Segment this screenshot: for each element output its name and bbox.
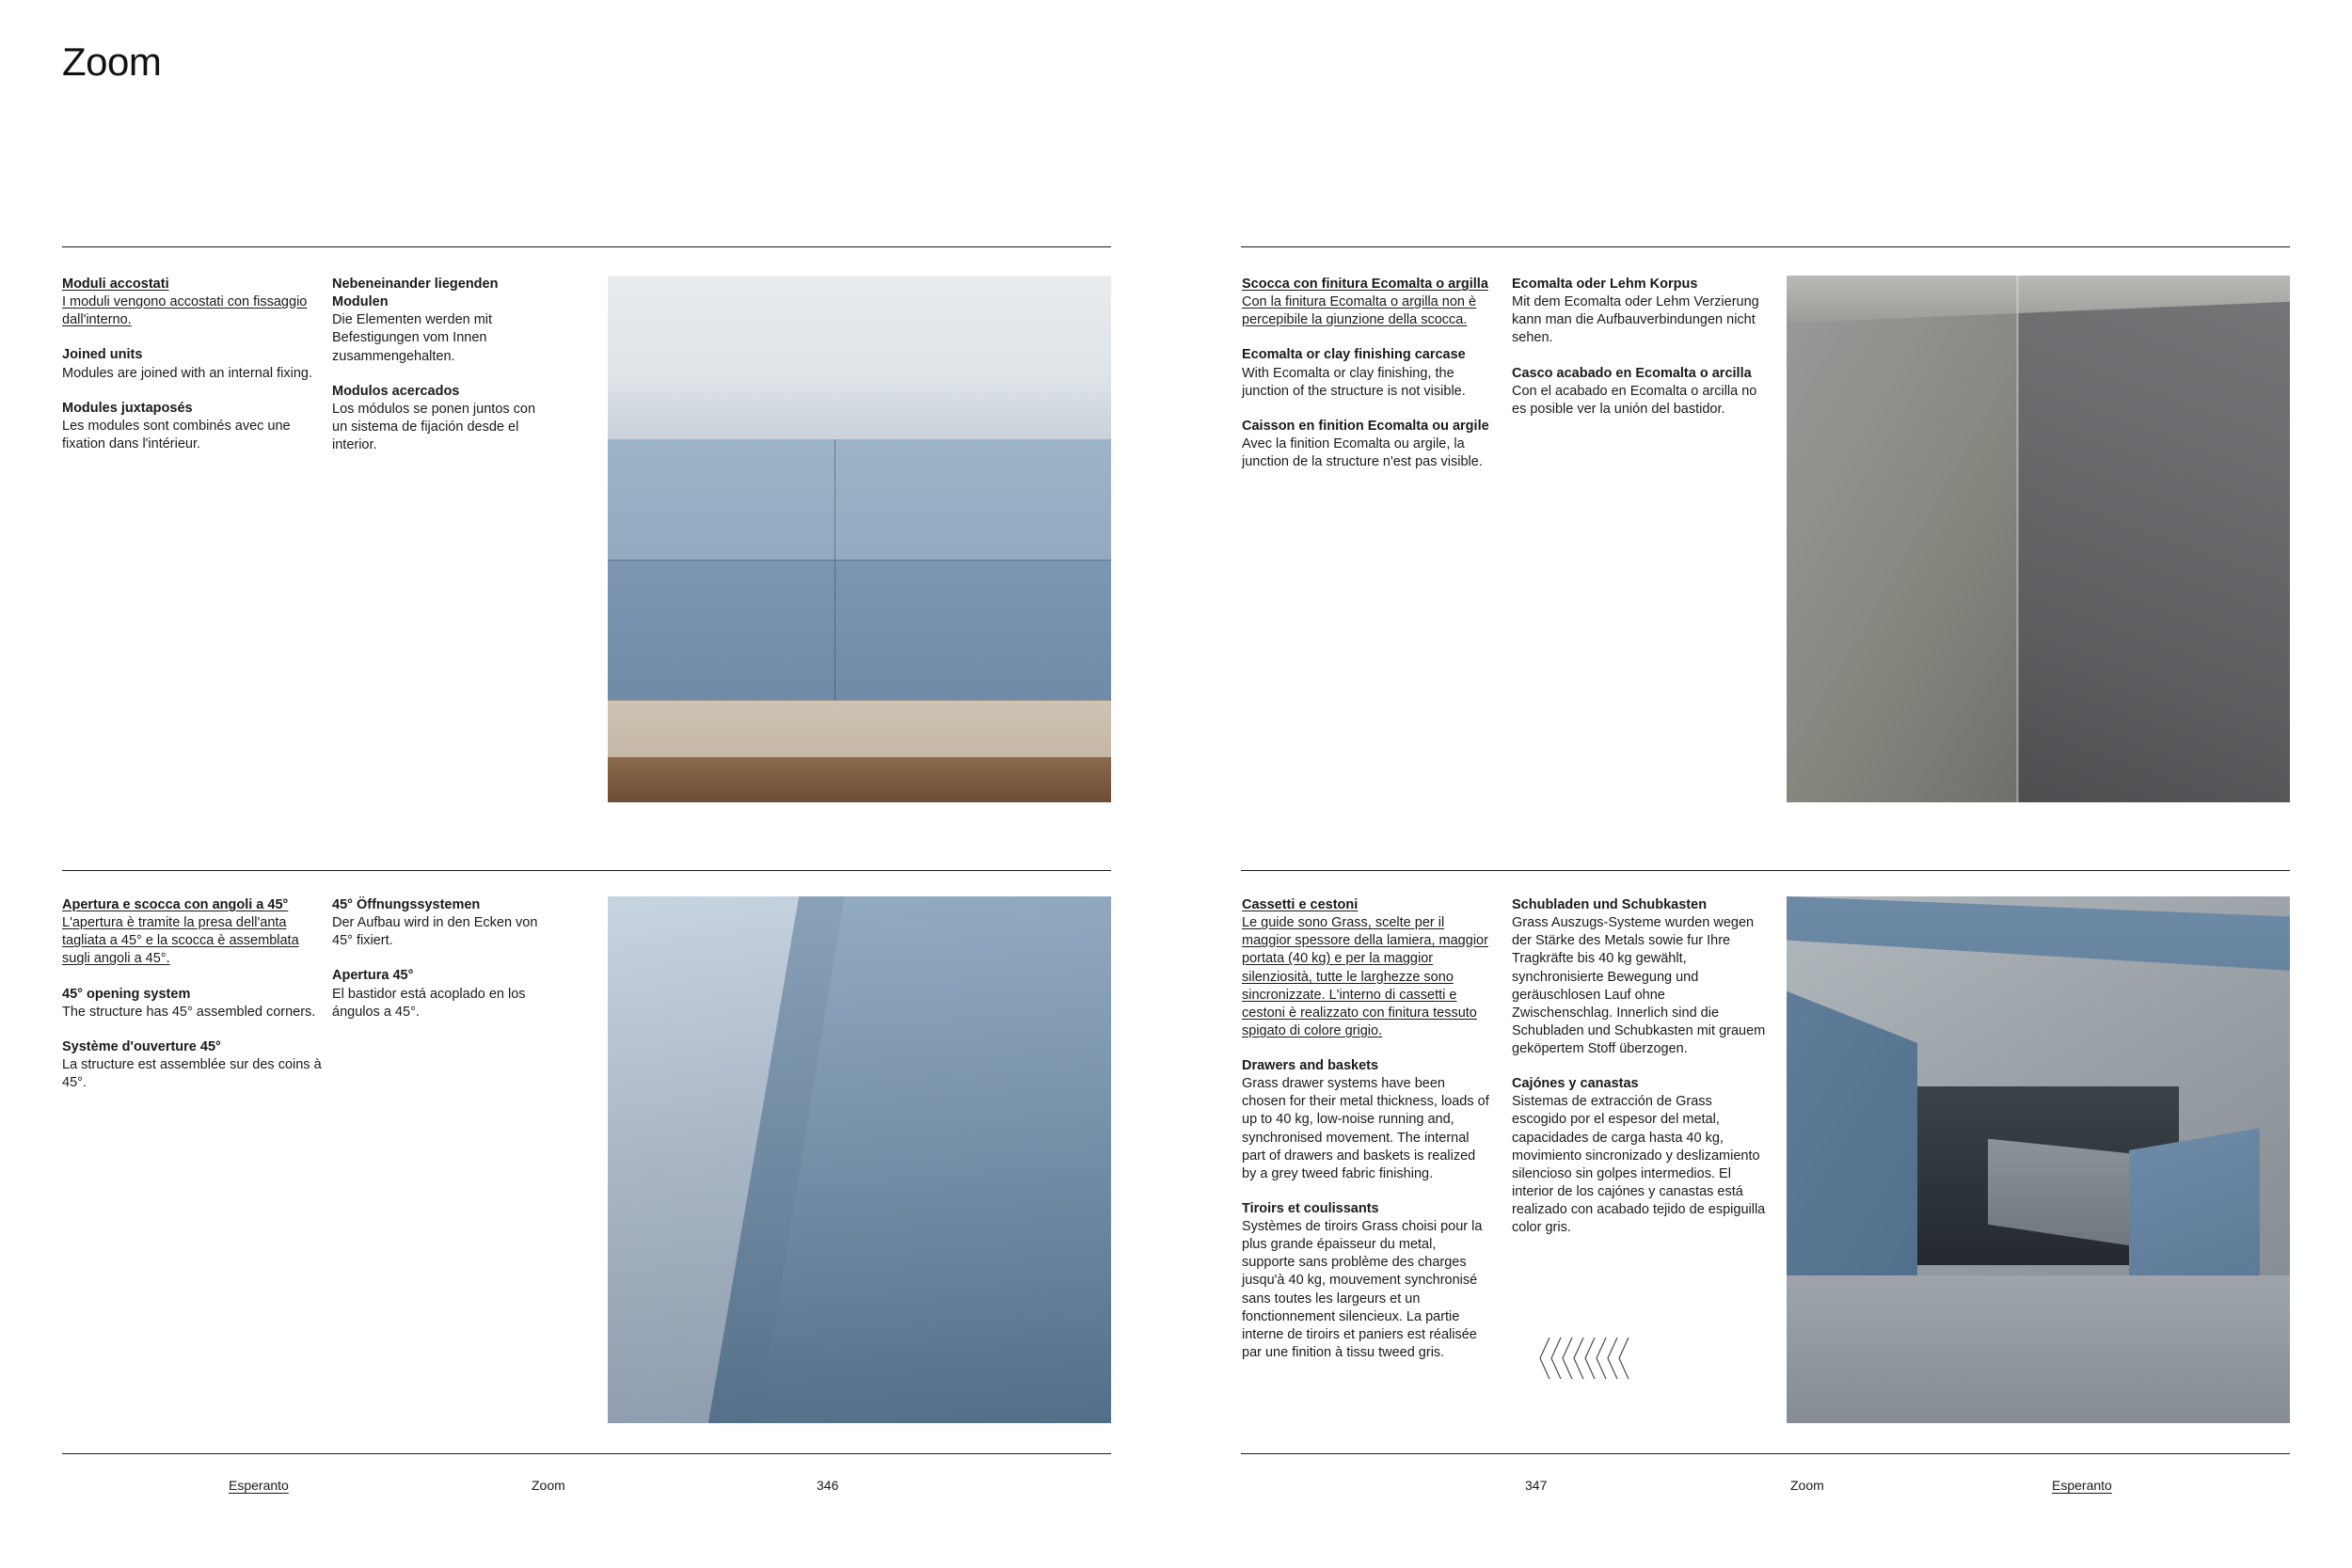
chevron-hatch-icon xyxy=(1538,1336,1651,1381)
text-column-left-bottom-2 xyxy=(332,896,553,1022)
text-block xyxy=(1242,276,1491,329)
footer-section-left: Zoom xyxy=(532,1478,565,1493)
block-heading: 45° opening system xyxy=(62,986,191,1002)
text-column-right-bottom-1 xyxy=(1242,896,1491,1362)
block-heading: Système d'ouverture 45° xyxy=(62,1038,221,1054)
divider-left-bottom xyxy=(62,870,1111,871)
text-column-right-top-1 xyxy=(1242,276,1491,471)
text-block xyxy=(1512,896,1766,1058)
block-heading: Scocca con finitura Ecomalta o argilla xyxy=(1242,277,1488,292)
text-block xyxy=(1242,346,1491,400)
block-heading: 45° Öffnungssystemen xyxy=(332,897,481,912)
text-block xyxy=(332,276,553,366)
photo-45-degree-corner-blue xyxy=(608,896,1111,1423)
text-block xyxy=(62,400,316,453)
block-heading: Ecomalta or clay finishing carcase xyxy=(1242,347,1466,363)
block-body: Systèmes de tiroirs Grass choisi pour la plus grande épaisseur du metal, supporte sans problème des charges jusqu'à 40 kg, mouvement synchronisé sans toutes les largeurs et un fonctionnement silencieux. La partie interne de tiroirs et paniers est réalisée par une finition à tissu tweed gris. xyxy=(1242,1219,1483,1360)
block-heading: Drawers and baskets xyxy=(1242,1058,1379,1073)
photo-seam-vertical xyxy=(834,560,835,699)
text-block xyxy=(62,276,316,329)
block-heading: Cajónes y canastas xyxy=(1512,1076,1639,1092)
text-block xyxy=(62,1038,330,1092)
text-column-left-bottom-1 xyxy=(62,896,330,1092)
block-body: La structure est assemblée sur des coins à 45°. xyxy=(62,1056,322,1090)
text-block xyxy=(332,896,553,950)
photo-region-corner-edge xyxy=(2016,276,2019,802)
block-body: Sistemas de extracción de Grass escogido por el espesor del metal, capacidades de carga hasta 40 kg, movimiento sincronizado y deslizamiento silencioso sin golpes intermedios. El interior de los cajónes y canastas está realizado con acabado tejido de espiguilla color gris. xyxy=(1512,1094,1766,1236)
block-body: Avec la finition Ecomalta ou argile, la junction de la structure n'est pas visible. xyxy=(1242,436,1483,469)
footer-brand-left: Esperanto xyxy=(229,1478,289,1493)
block-body: Los módulos se ponen juntos con un sistema de fijación desde el interior. xyxy=(332,401,536,452)
text-block xyxy=(332,383,553,455)
photo-region-shading xyxy=(608,896,1111,1423)
text-block xyxy=(1512,365,1766,419)
text-block xyxy=(1242,1057,1491,1183)
block-body: With Ecomalta or clay finishing, the junction of the structure is not visible. xyxy=(1242,365,1466,399)
block-heading: Casco acabado en Ecomalta o arcilla xyxy=(1512,365,1752,381)
divider-left-footer xyxy=(62,1453,1111,1454)
text-block xyxy=(62,346,316,382)
footer-page-number-left: 346 xyxy=(817,1478,839,1493)
photo-joined-units-blue-drawers xyxy=(608,276,1111,802)
divider-right-bottom xyxy=(1241,870,2290,871)
text-column-left-top-1 xyxy=(62,276,316,453)
photo-region-right-face xyxy=(2018,276,2290,802)
footer-brand-right: Esperanto xyxy=(2052,1478,2112,1493)
text-column-left-top-2 xyxy=(332,276,553,454)
photo-region-plinth xyxy=(608,700,1111,758)
text-block xyxy=(1512,1075,1766,1237)
block-body: Modules are joined with an internal fixing. xyxy=(62,365,312,381)
block-heading: Apertura 45° xyxy=(332,968,414,984)
block-heading: Modules juxtaposés xyxy=(62,400,193,416)
photo-region-left-face xyxy=(1787,276,2018,802)
block-heading: Moduli accostati xyxy=(62,277,169,292)
text-block xyxy=(1242,418,1491,471)
block-heading: Nebeneinander liegenden Modulen xyxy=(332,277,499,310)
text-block xyxy=(1512,276,1766,348)
block-heading: Apertura e scocca con angoli a 45° xyxy=(62,897,289,912)
text-block xyxy=(332,967,553,1021)
photo-seam-vertical xyxy=(834,439,835,561)
block-body: Der Aufbau wird in den Ecken von 45° fixiert. xyxy=(332,915,538,949)
block-heading: Caisson en finition Ecomalta ou argile xyxy=(1242,418,1489,434)
block-heading: Cassetti e cestoni xyxy=(1242,897,1359,912)
block-body: L'apertura è tramite la presa dell'anta tagliata a 45° e la scocca è assemblata sugli angoli a 45°. xyxy=(62,915,299,967)
photo-region-upper-drawer xyxy=(608,439,1111,561)
photo-seam-horizontal xyxy=(608,700,1111,701)
block-body: Con la finitura Ecomalta o argilla non è percepibile la giunzione della scocca. xyxy=(1242,294,1477,328)
block-heading: Schubladen und Schubkasten xyxy=(1512,897,1708,912)
footer-page-number-right: 347 xyxy=(1525,1478,1548,1493)
text-block xyxy=(1242,1200,1491,1362)
photo-ecomalta-grey-corner xyxy=(1787,276,2290,802)
block-heading: Joined units xyxy=(62,347,143,363)
text-column-right-bottom-2 xyxy=(1512,896,1766,1237)
divider-right-footer xyxy=(1241,1453,2290,1454)
block-body: Die Elementen werden mit Befestigungen vom Innen zusammengehalten. xyxy=(332,312,493,364)
photo-region-lower-drawer xyxy=(608,560,1111,699)
block-body: I moduli vengono accostati con fissaggio dall'interno. xyxy=(62,294,308,328)
block-body: Con el acabado en Ecomalta o arcilla no es posible ver la unión del bastidor. xyxy=(1512,383,1757,417)
text-block xyxy=(62,986,330,1022)
block-heading: Tiroirs et coulissants xyxy=(1242,1200,1379,1216)
photo-region-floor xyxy=(608,757,1111,802)
text-column-right-top-2 xyxy=(1512,276,1766,419)
block-body: Grass drawer systems have been chosen for their metal thickness, loads of up to 40 kg, low-noise running and, synchronised movement. The internal part of drawers and baskets is realized by a grey tweed fabric finishing. xyxy=(1242,1076,1489,1181)
block-body: Le guide sono Grass, scelte per il maggior spessore della lamiera, maggior portata (40 kg) e per la maggior silenziosità, tutte le larghezze sono sincronizzate. L'interno di cassetti e cestoni è realizzato con finitura tessuto spigato di colore grigio. xyxy=(1242,915,1488,1038)
block-body: Grass Auszugs-Systeme wurden wegen der Stärke des Metals sowie fur Ihre Tragkräfte bis 40 kg gewählt, synchronisierte Bewegung und geräuschlosen Lauf ohne Zwischenschlag. Innerlich sind die Schubladen und Schubkasten mit grauem geköpertem Stoff überzogen. xyxy=(1512,915,1766,1056)
photo-region-base xyxy=(1787,1275,2290,1423)
block-body: Mit dem Ecomalta oder Lehm Verzierung kann man die Aufbauverbindungen nicht sehen. xyxy=(1512,294,1759,346)
text-block xyxy=(62,896,330,969)
block-heading: Modulos acercados xyxy=(332,383,460,399)
text-block xyxy=(1242,896,1491,1040)
photo-seam-horizontal xyxy=(608,560,1111,561)
block-body: The structure has 45° assembled corners. xyxy=(62,1004,316,1020)
block-heading: Ecomalta oder Lehm Korpus xyxy=(1512,277,1698,292)
page-title: Zoom xyxy=(62,40,162,84)
divider-right-top xyxy=(1241,246,2290,247)
footer-section-right: Zoom xyxy=(1790,1478,1824,1493)
photo-region-wall xyxy=(608,276,1111,439)
block-body: Les modules sont combinés avec une fixation dans l'intérieur. xyxy=(62,418,291,451)
block-body: El bastidor está acoplado en los ángulos a 45°. xyxy=(332,986,526,1020)
photo-open-drawer-grass xyxy=(1787,896,2290,1423)
divider-left-top xyxy=(62,246,1111,247)
